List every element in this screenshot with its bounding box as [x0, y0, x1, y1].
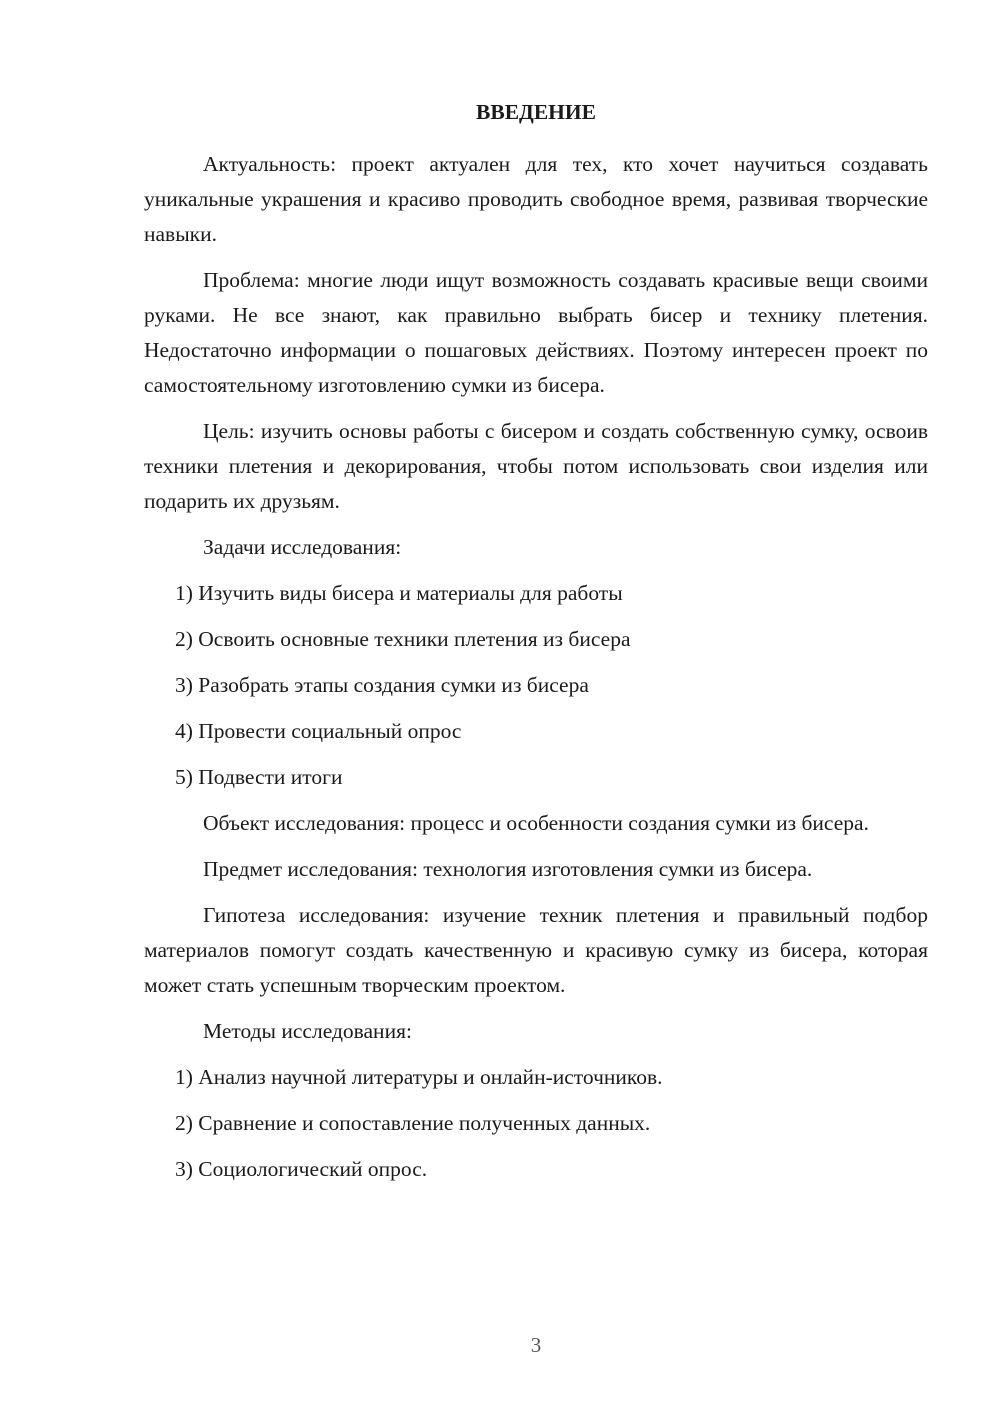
list-item: 3) Разобрать этапы создания сумки из бисера: [175, 673, 589, 697]
list-item: 3) Социологический опрос.: [175, 1157, 428, 1181]
page-number: 3: [530, 1333, 542, 1357]
relevance-paragraph: Актуальность: проект актуален для тех, кто хочет научиться создавать уникальные украшения и красиво проводить свободное время, развивая творческие навыки.: [144, 152, 928, 246]
object-paragraph: Объект исследования: процесс и особенности создания сумки из бисера.: [203, 811, 869, 835]
problem-paragraph: Проблема: многие люди ищут возможность создавать красивые вещи своими руками. Не все знают, как правильно выбрать бисер и технику плетения. Недостаточно информации о пошаговых действиях. Поэтому интересен проект по самостоятельному изготовлению сумки из бисера.: [144, 268, 928, 397]
subject-paragraph: Предмет исследования: технология изготовления сумки из бисера.: [203, 857, 813, 881]
methods-heading: Методы исследования:: [203, 1019, 412, 1043]
list-item: 2) Сравнение и сопоставление полученных данных.: [175, 1111, 651, 1135]
list-item: 5) Подвести итоги: [175, 765, 343, 789]
methods-list: [144, 1060, 928, 1187]
goal-paragraph: Цель: изучить основы работы с бисером и создать собственную сумку, освоив техники плетения и декорирования, чтобы потом использовать свои изделия или подарить их друзьям.: [144, 419, 928, 513]
list-item: 2) Освоить основные техники плетения из бисера: [175, 627, 631, 651]
hypothesis-paragraph: Гипотеза исследования: изучение техник плетения и правильный подбор материалов помогут создать качественную и красивую сумку из бисера, которая может стать успешным творческим проектом.: [144, 903, 928, 997]
document-page: [144, 95, 928, 1198]
list-item: 1) Анализ научной литературы и онлайн-источников.: [175, 1065, 663, 1089]
tasks-heading: Задачи исследования:: [203, 535, 402, 559]
section-title: ВВЕДЕНИЕ: [476, 100, 596, 124]
tasks-list: [144, 576, 928, 795]
list-item: 4) Провести социальный опрос: [175, 719, 462, 743]
list-item: 1) Изучить виды бисера и материалы для работы: [175, 581, 623, 605]
